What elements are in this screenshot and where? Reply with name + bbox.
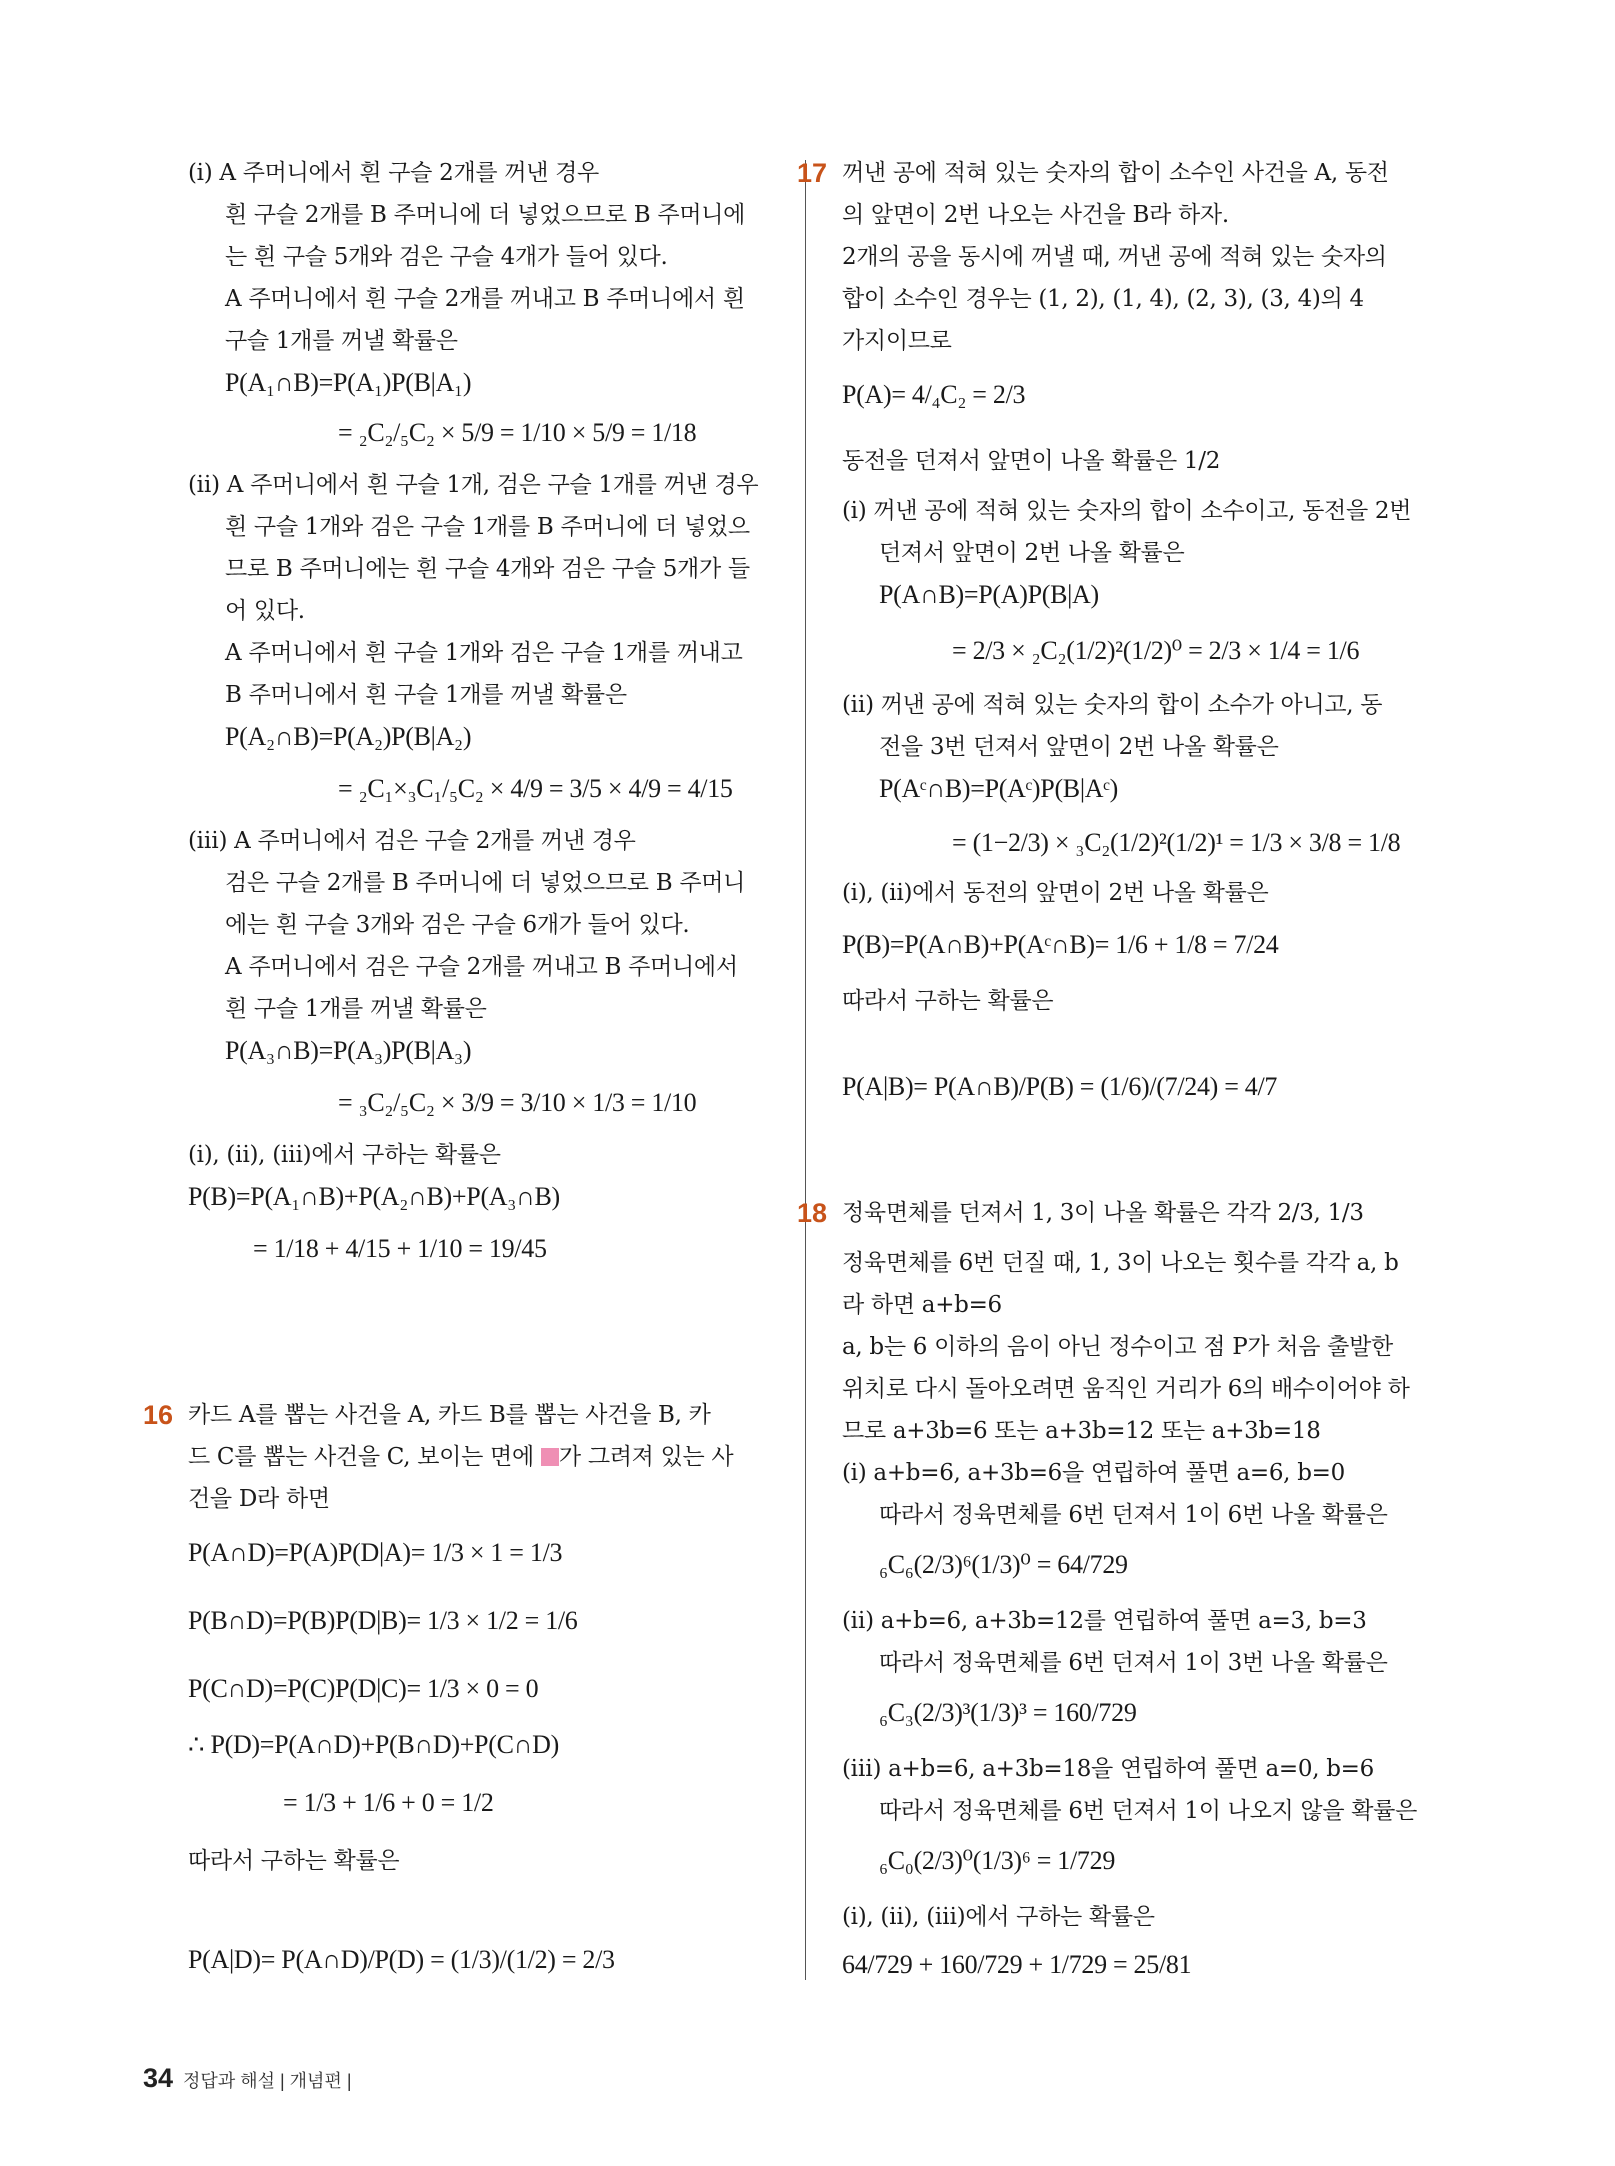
text-line: 합이 소수인 경우는 (1, 2), (1, 4), (2, 3), (3, 4)의 4: [842, 286, 1364, 312]
text-line: 전을 3번 던져서 앞면이 2번 나올 확률은: [879, 734, 1279, 760]
formula-line: = 1/18 + 4/15 + 1/10 = 19/45: [253, 1234, 547, 1263]
text-line: (ⅰ), (ⅱ), (ⅲ)에서 구하는 확률은: [188, 1142, 501, 1168]
pink-square-icon: [541, 1448, 559, 1466]
formula-line: P(A∩D)=P(A)P(D|A)= 1/3 × 1 = 1/3: [188, 1538, 563, 1567]
text-line: 므로 B 주머니에는 흰 구슬 4개와 검은 구슬 5개가 들: [225, 556, 750, 582]
text-line: 검은 구슬 2개를 B 주머니에 더 넣었으므로 B 주머니: [225, 870, 746, 896]
formula-line: 64/729 + 160/729 + 1/729 = 25/81: [842, 1950, 1192, 1979]
text-line: 의 앞면이 2번 나오는 사건을 B라 하자.: [842, 202, 1229, 228]
formula-line: ₆C₃(2/3)³(1/3)³ = 160/729: [879, 1698, 1137, 1727]
text-line: 건을 D라 하면: [188, 1486, 330, 1512]
text-line: 어 있다.: [225, 598, 305, 624]
case-ii-heading: (ⅱ) A 주머니에서 흰 구슬 1개, 검은 구슬 1개를 꺼낸 경우: [188, 472, 759, 498]
formula-line: = ₂C₂/₅C₂ × 5/9 = 1/10 × 5/9 = 1/18: [338, 418, 697, 447]
text-line: 따라서 정육면체를 6번 던져서 1이 6번 나올 확률은: [879, 1502, 1388, 1528]
text-line: 던져서 앞면이 2번 나올 확률은: [879, 540, 1185, 566]
text-line: B 주머니에서 흰 구슬 1개를 꺼낼 확률은: [225, 682, 627, 708]
text-line: (ⅰ), (ⅱ), (ⅲ)에서 구하는 확률은: [842, 1904, 1155, 1930]
text-line: 정육면체를 6번 던질 때, 1, 3이 나오는 횟수를 각각 a, b: [842, 1250, 1399, 1276]
text-line: 따라서 정육면체를 6번 던져서 1이 3번 나올 확률은: [879, 1650, 1388, 1676]
formula-line: P(A₁∩B)=P(A₁)P(B|A₁): [225, 368, 472, 397]
text-line: 따라서 정육면체를 6번 던져서 1이 나오지 않을 확률은: [879, 1798, 1418, 1824]
formula-line: P(A)= 4/₄C₂ = 2/3: [842, 380, 1026, 409]
formula-line: P(B)=P(A∩B)+P(Aᶜ∩B)= 1/6 + 1/8 = 7/24: [842, 930, 1279, 959]
case-i-heading: (ⅰ) 꺼낸 공에 적혀 있는 숫자의 합이 소수이고, 동전을 2번: [842, 498, 1412, 524]
text-line: 구슬 1개를 꺼낼 확률은: [225, 328, 458, 354]
problem-number-16: 16: [143, 1400, 174, 1430]
case-iii-heading: (ⅲ) A 주머니에서 검은 구슬 2개를 꺼낸 경우: [188, 828, 636, 854]
text-line: A 주머니에서 흰 구슬 1개와 검은 구슬 1개를 꺼내고: [225, 640, 743, 666]
case-iii-heading: (ⅲ) a+b=6, a+3b=18을 연립하여 풀면 a=0, b=6: [842, 1756, 1374, 1782]
problem-number-18: 18: [797, 1198, 828, 1228]
text-line: 에는 흰 구슬 3개와 검은 구슬 6개가 들어 있다.: [225, 912, 690, 938]
text-line: 라 하면 a+b=6: [842, 1292, 1002, 1318]
formula-line: = ₂C₁×₃C₁/₅C₂ × 4/9 = 3/5 × 4/9 = 4/15: [338, 774, 733, 803]
formula-line: = ₃C₂/₅C₂ × 3/9 = 3/10 × 1/3 = 1/10: [338, 1088, 697, 1117]
formula-line: P(C∩D)=P(C)P(D|C)= 1/3 × 0 = 0: [188, 1674, 539, 1703]
formula-line: P(B∩D)=P(B)P(D|B)= 1/3 × 1/2 = 1/6: [188, 1606, 578, 1635]
footer-text: 정답과 해설 | 개념편 |: [183, 2071, 352, 2091]
text-line: 정육면체를 던져서 1, 3이 나올 확률은 각각 2/3, 1/3: [842, 1200, 1364, 1226]
formula-line: P(A|B)= P(A∩B)/P(B) = (1/6)/(7/24) = 4/7: [842, 1072, 1278, 1101]
case-ii-heading: (ⅱ) a+b=6, a+3b=12를 연립하여 풀면 a=3, b=3: [842, 1608, 1367, 1634]
text-line: 2개의 공을 동시에 꺼낼 때, 꺼낸 공에 적혀 있는 숫자의: [842, 244, 1387, 270]
text-line: 흰 구슬 1개를 꺼낼 확률은: [225, 996, 487, 1022]
formula-line: = 2/3 × ₂C₂(1/2)²(1/2)⁰ = 2/3 × 1/4 = 1/6: [952, 636, 1360, 665]
page-number: 34: [143, 2063, 174, 2093]
formula-line: ₆C₆(2/3)⁶(1/3)⁰ = 64/729: [879, 1550, 1128, 1579]
formula-line: P(A₃∩B)=P(A₃)P(B|A₃): [225, 1036, 472, 1065]
text-segment: 가 그려져 있는 사: [558, 1444, 734, 1470]
page-footer: [143, 2063, 352, 2094]
text-line: [188, 1442, 733, 1472]
text-line: 꺼낸 공에 적혀 있는 숫자의 합이 소수인 사건을 A, 동전: [842, 160, 1389, 186]
text-line: a, b는 6 이하의 음이 아닌 정수이고 점 P가 처음 출발한: [842, 1334, 1393, 1360]
text-line: 는 흰 구슬 5개와 검은 구슬 4개가 들어 있다.: [225, 244, 668, 270]
case-ii-heading: (ⅱ) 꺼낸 공에 적혀 있는 숫자의 합이 소수가 아니고, 동: [842, 692, 1383, 718]
text-line: 동전을 던져서 앞면이 나올 확률은 1/2: [842, 448, 1221, 474]
formula-line: = (1−2/3) × ₃C₂(1/2)²(1/2)¹ = 1/3 × 3/8 = 1/8: [952, 828, 1401, 857]
formula-line: P(Aᶜ∩B)=P(Aᶜ)P(B|Aᶜ): [879, 774, 1118, 803]
formula-line: ₆C₀(2/3)⁰(1/3)⁶ = 1/729: [879, 1846, 1116, 1875]
text-line: 흰 구슬 2개를 B 주머니에 더 넣었으므로 B 주머니에: [225, 202, 746, 228]
text-line: 카드 A를 뽑는 사건을 A, 카드 B를 뽑는 사건을 B, 카: [188, 1402, 711, 1428]
case-i-heading: (ⅰ) A 주머니에서 흰 구슬 2개를 꺼낸 경우: [188, 160, 599, 186]
formula-line: ∴ P(D)=P(A∩D)+P(B∩D)+P(C∩D): [188, 1730, 559, 1759]
case-i-heading: (ⅰ) a+b=6, a+3b=6을 연립하여 풀면 a=6, b=0: [842, 1460, 1345, 1486]
text-segment: 드 C를 뽑는 사건을 C, 보이는 면에: [188, 1444, 541, 1470]
column-divider: [805, 160, 806, 1980]
problem-number-17: 17: [797, 158, 828, 188]
formula-line: P(A|D)= P(A∩D)/P(D) = (1/3)/(1/2) = 2/3: [188, 1945, 615, 1974]
formula-line: P(A∩B)=P(A)P(B|A): [879, 580, 1099, 609]
text-line: 따라서 구하는 확률은: [188, 1848, 400, 1874]
text-line: (ⅰ), (ⅱ)에서 동전의 앞면이 2번 나올 확률은: [842, 880, 1269, 906]
text-line: A 주머니에서 흰 구슬 2개를 꺼내고 B 주머니에서 흰: [225, 286, 745, 312]
formula-line: = 1/3 + 1/6 + 0 = 1/2: [283, 1788, 494, 1817]
text-line: 흰 구슬 1개와 검은 구슬 1개를 B 주머니에 더 넣었으: [225, 514, 750, 540]
text-line: 따라서 구하는 확률은: [842, 988, 1054, 1014]
formula-line: P(B)=P(A₁∩B)+P(A₂∩B)+P(A₃∩B): [188, 1182, 560, 1211]
text-line: 가지이므로: [842, 328, 952, 354]
text-line: 므로 a+3b=6 또는 a+3b=12 또는 a+3b=18: [842, 1418, 1321, 1444]
text-line: 위치로 다시 돌아오려면 움직인 거리가 6의 배수이어야 하: [842, 1376, 1410, 1402]
formula-line: P(A₂∩B)=P(A₂)P(B|A₂): [225, 722, 472, 751]
text-line: A 주머니에서 검은 구슬 2개를 꺼내고 B 주머니에서: [225, 954, 738, 980]
